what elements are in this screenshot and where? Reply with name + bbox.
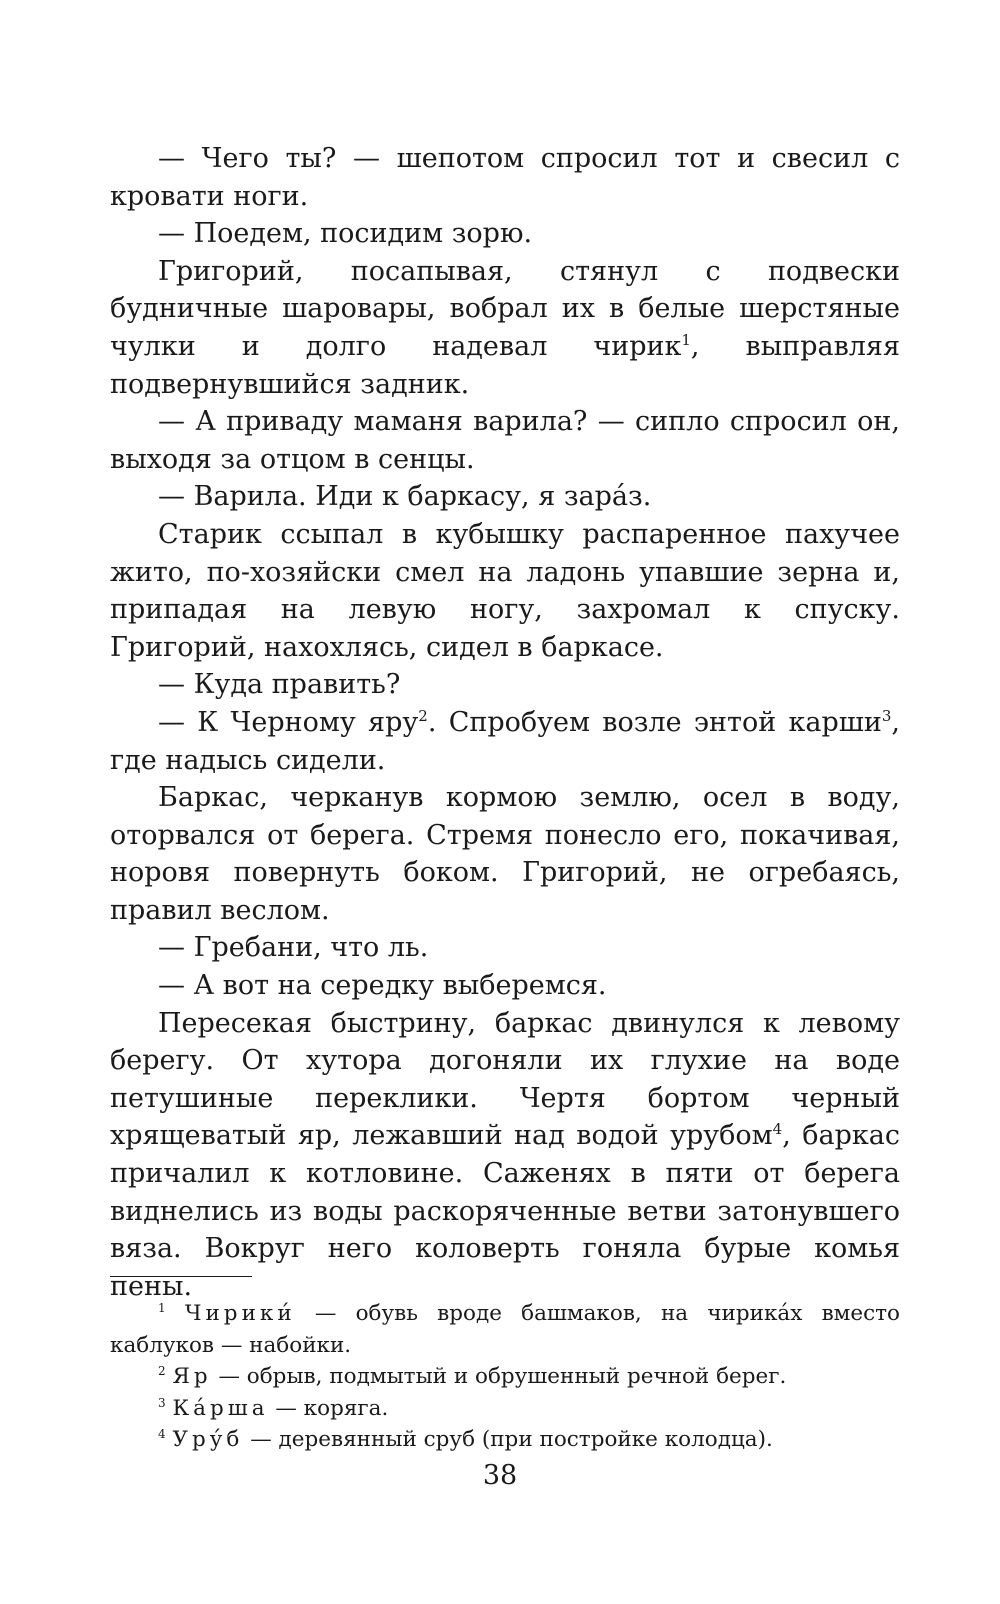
paragraph: — Варила. Иди к баркасу, я зара́з.	[158, 481, 652, 513]
paragraph: Старик ссыпал в кубышку распаренное пахучее жито, по-хозяйски смел на ладонь упавшие зерна и, припадая на левую ногу, захромал к спуску. Григорий, нахохлясь, сидел в баркасе.	[110, 518, 900, 663]
footnote-term: Яр	[172, 1364, 212, 1389]
footnotes	[110, 1298, 900, 1456]
main-text	[110, 140, 900, 1305]
paragraph: — А приваду маманя варила? — сипло спросил он, выходя за отцом в сенцы.	[110, 406, 900, 475]
footnote-number: 2	[158, 1364, 166, 1378]
footnote	[110, 1361, 900, 1393]
paragraph: — Куда править?	[158, 669, 401, 701]
footnote-term: Чирики́	[184, 1301, 296, 1326]
paragraph: Григорий, посапывая, стянул с подвески будничные шаровары, вобрал их в белые шерстяные чулки и долго надевал чирик$^1$, выправляя подвернувшийся задник.	[110, 255, 900, 400]
footnote	[110, 1393, 900, 1425]
footnote-text: — обувь вроде башмаков, на чирика́х вместо каблуков — набойки.	[110, 1301, 900, 1358]
footnote-number: 3	[158, 1395, 166, 1410]
footnote-text: — коряга.	[268, 1395, 389, 1421]
footnote-ref: 2	[418, 706, 428, 725]
footnote	[110, 1424, 900, 1456]
footnote-ref: 4	[772, 1120, 783, 1139]
paragraph: Пересекая быстрину, баркас двинулся к левому берегу. От хутора догоняли их глухие на воде петушиные переклики. Чертя бортом черный хрящеватый яр, лежавший над водой урубом$^4$, баркас причалил к котловине. Саженях в пяти от берега виднелись из воды раскоряченные ветви затонувшего вяза. Вокруг него коловерть гоняла бурые комья пены.	[110, 1007, 900, 1302]
paragraph: Баркас, черканув кормою землю, осел в воду, оторвался от берега. Стремя понесло его, покачивая, норовя повернуть боком. Григорий, не огребаясь, правил веслом.	[110, 782, 900, 926]
paragraph: — Гребани, что ль.	[158, 932, 429, 964]
page-number: 38	[482, 1460, 518, 1491]
footnote	[110, 1298, 900, 1361]
paragraph: — К Черному яру$^2$. Спробуем возле энтой карши$^3$, где надысь сидели.	[110, 706, 900, 776]
footnote-text: — обрыв, подмытый и обрушенный речной берег.	[211, 1364, 787, 1389]
paragraph: — Поедем, посидим зорю.	[158, 218, 533, 250]
paragraph: — А вот на середку выберемся.	[158, 970, 607, 1002]
footnote-ref: 3	[881, 706, 892, 725]
paragraph: — Чего ты? — шепотом спросил тот и свесил с кровати ноги.	[110, 143, 900, 212]
footnote-ref: 1	[681, 330, 691, 349]
footnote-number: 4	[158, 1427, 166, 1441]
footnote-divider	[110, 1276, 252, 1277]
footnote-text: — деревянный сруб (при постройке колодца).	[243, 1427, 773, 1452]
footnote-term: Ка́рша	[172, 1395, 269, 1421]
footnote-term: Уру́б	[172, 1427, 244, 1452]
footnote-number: 1	[158, 1301, 166, 1315]
